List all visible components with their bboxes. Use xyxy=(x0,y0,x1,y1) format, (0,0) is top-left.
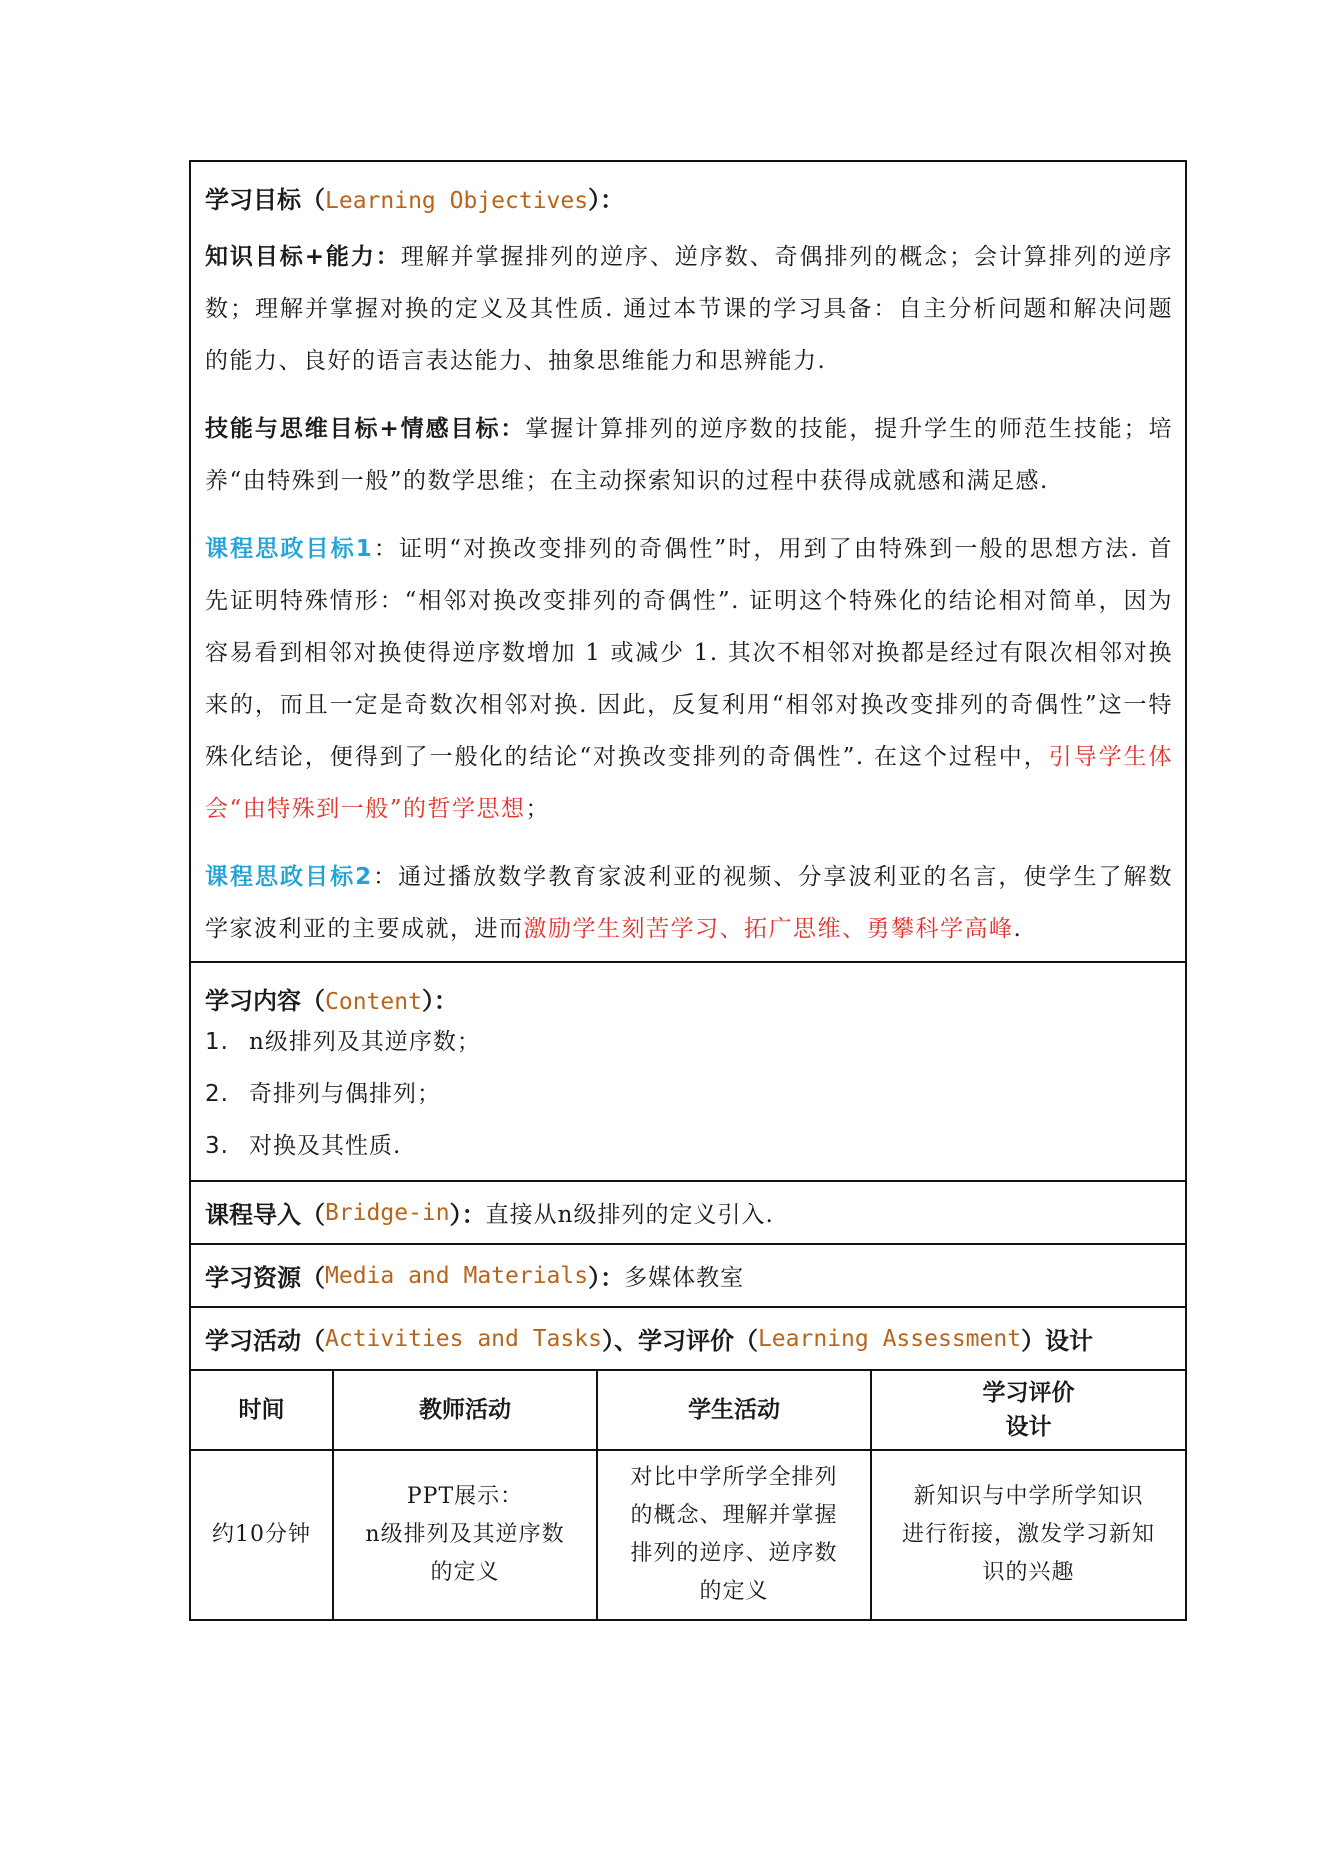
cell-line: 排列的逆序、逆序数 xyxy=(630,1541,838,1566)
header-assessment-line: 设计 xyxy=(1005,1414,1052,1440)
list-item-number: 2. xyxy=(205,1081,229,1107)
objectives-heading-tail: ）： xyxy=(588,186,625,214)
skills-objective xyxy=(205,403,1173,507)
cell-line: PPT展示： xyxy=(406,1484,524,1509)
media-heading-cn: 学习资源（ xyxy=(205,1264,325,1292)
content-heading-cn: 学习内容（ xyxy=(205,987,325,1015)
cell-line: 进行衔接，激发学习新知 xyxy=(901,1522,1155,1547)
activities-heading-a: 学习活动（ xyxy=(205,1327,325,1355)
list-item xyxy=(205,1016,1173,1068)
ideology-objective-2 xyxy=(205,851,1173,955)
activities-heading-b: ）、学习评价（ xyxy=(601,1327,758,1355)
knowledge-objective xyxy=(205,231,1173,387)
cell-teacher-activity xyxy=(333,1450,597,1619)
header-student-activity: 学生活动 xyxy=(597,1371,871,1450)
ideology-objective-1-label: 课程思政目标1 xyxy=(205,536,374,562)
media-heading-tail: ）： xyxy=(588,1264,625,1292)
media-value: 多媒体教室 xyxy=(624,1265,745,1291)
cell-student-activity xyxy=(597,1450,871,1619)
activities-heading-b-en: Learning Assessment xyxy=(757,1325,1022,1352)
plan-table-section xyxy=(191,1371,1185,1619)
bridge-in-value: 直接从n级排列的定义引入. xyxy=(485,1202,774,1228)
bridge-in-section xyxy=(191,1182,1185,1245)
activities-section xyxy=(191,1308,1185,1371)
ideology-objective-1 xyxy=(205,523,1173,835)
plan-table xyxy=(191,1371,1185,1619)
content-heading-en: Content xyxy=(325,989,422,1015)
objectives-heading xyxy=(205,180,1173,215)
ideology-objective-2-text: ：通过播放数学教育家波利亚的视频、分享波利亚的名言，使学生了解数学家波利亚的主要成就，进而 xyxy=(205,864,1174,942)
skills-objective-label: 技能与思维目标+情感目标： xyxy=(205,416,526,442)
list-item-text: 对换及其性质. xyxy=(249,1133,402,1159)
cell-line: 新知识与中学所学知识 xyxy=(913,1484,1144,1509)
list-item xyxy=(205,1120,1173,1172)
header-time: 时间 xyxy=(191,1371,333,1450)
cell-line: 的概念、理解并掌握 xyxy=(630,1503,838,1528)
cell-line: 的定义 xyxy=(699,1579,769,1604)
table-header-row xyxy=(191,1371,1185,1450)
header-assessment xyxy=(871,1371,1185,1450)
ideology-objective-1-text: ：证明“对换改变排列的奇偶性”时，用到了由特殊到一般的思想方法. 首先证明特殊情形：“相邻对换改变排列的奇偶性”. 证明这个特殊化的结论相对简单，因为容易看到相邻对换使得逆序数增加 1 或减少 1. 其次不相邻对换都是经过有限次相邻对换来的，而且一定是奇数次相邻对换. 因此，反复利用“相邻对换改变排列的奇偶性”这一特殊化结论，便得到了一般化的结论“对换改变排列的奇偶性”. 在这个过程中， xyxy=(205,536,1173,770)
cell-line: 的定义 xyxy=(430,1560,500,1585)
content-section xyxy=(191,963,1185,1182)
ideology-objective-1-tail: ； xyxy=(525,796,551,822)
list-item-text: n级排列及其逆序数； xyxy=(249,1029,481,1055)
cell-line: n级排列及其逆序数 xyxy=(365,1522,565,1547)
list-item-number: 3. xyxy=(205,1133,229,1159)
table-row xyxy=(191,1450,1185,1619)
knowledge-objective-label: 知识目标+能力： xyxy=(205,244,401,270)
bridge-in-heading-cn: 课程导入（ xyxy=(205,1201,325,1229)
list-item-number: 1. xyxy=(205,1029,229,1055)
cell-time: 约10分钟 xyxy=(191,1450,333,1619)
cell-assessment xyxy=(871,1450,1185,1619)
cell-line: 对比中学所学全排列 xyxy=(630,1465,838,1490)
objectives-heading-cn: 学习目标（ xyxy=(205,186,325,214)
ideology-objective-2-label: 课程思政目标2 xyxy=(205,864,373,890)
content-heading-tail: ）： xyxy=(421,987,458,1015)
content-heading xyxy=(205,981,1173,1016)
lesson-plan-table xyxy=(189,160,1187,1621)
objectives-section xyxy=(191,162,1185,963)
ideology-objective-1-highlight: 引导学生体会“由特殊到一般”的哲学思想 xyxy=(205,744,1173,822)
cell-line: 识的兴趣 xyxy=(982,1560,1075,1585)
list-item xyxy=(205,1068,1173,1120)
list-item-text: 奇排列与偶排列； xyxy=(249,1081,441,1107)
skills-objective-text: 掌握计算排列的逆序数的技能，提升学生的师范生技能；培养“由特殊到一般”的数学思维；在主动探索知识的过程中获得成就感和满足感. xyxy=(205,416,1173,494)
header-teacher-activity: 教师活动 xyxy=(333,1371,597,1450)
media-heading-en: Media and Materials xyxy=(325,1262,589,1289)
header-assessment-line: 学习评价 xyxy=(982,1380,1075,1406)
ideology-objective-2-tail: . xyxy=(1013,916,1023,942)
objectives-heading-en: Learning Objectives xyxy=(325,188,589,214)
bridge-in-heading-tail: ）： xyxy=(449,1201,486,1229)
knowledge-objective-text: 理解并掌握排列的逆序、逆序数、奇偶排列的概念；会计算排列的逆序数；理解并掌握对换的定义及其性质. 通过本节课的学习具备：自主分析问题和解决问题的能力、良好的语言表达能力、抽象思维能力和思辨能力. xyxy=(205,244,1173,374)
media-section xyxy=(191,1245,1185,1308)
activities-heading-a-en: Activities and Tasks xyxy=(325,1325,602,1352)
activities-heading-c: ）设计 xyxy=(1021,1327,1094,1355)
ideology-objective-2-highlight: 激励学生刻苦学习、拓广思维、勇攀科学高峰 xyxy=(523,916,1014,942)
bridge-in-heading-en: Bridge-in xyxy=(325,1199,450,1226)
